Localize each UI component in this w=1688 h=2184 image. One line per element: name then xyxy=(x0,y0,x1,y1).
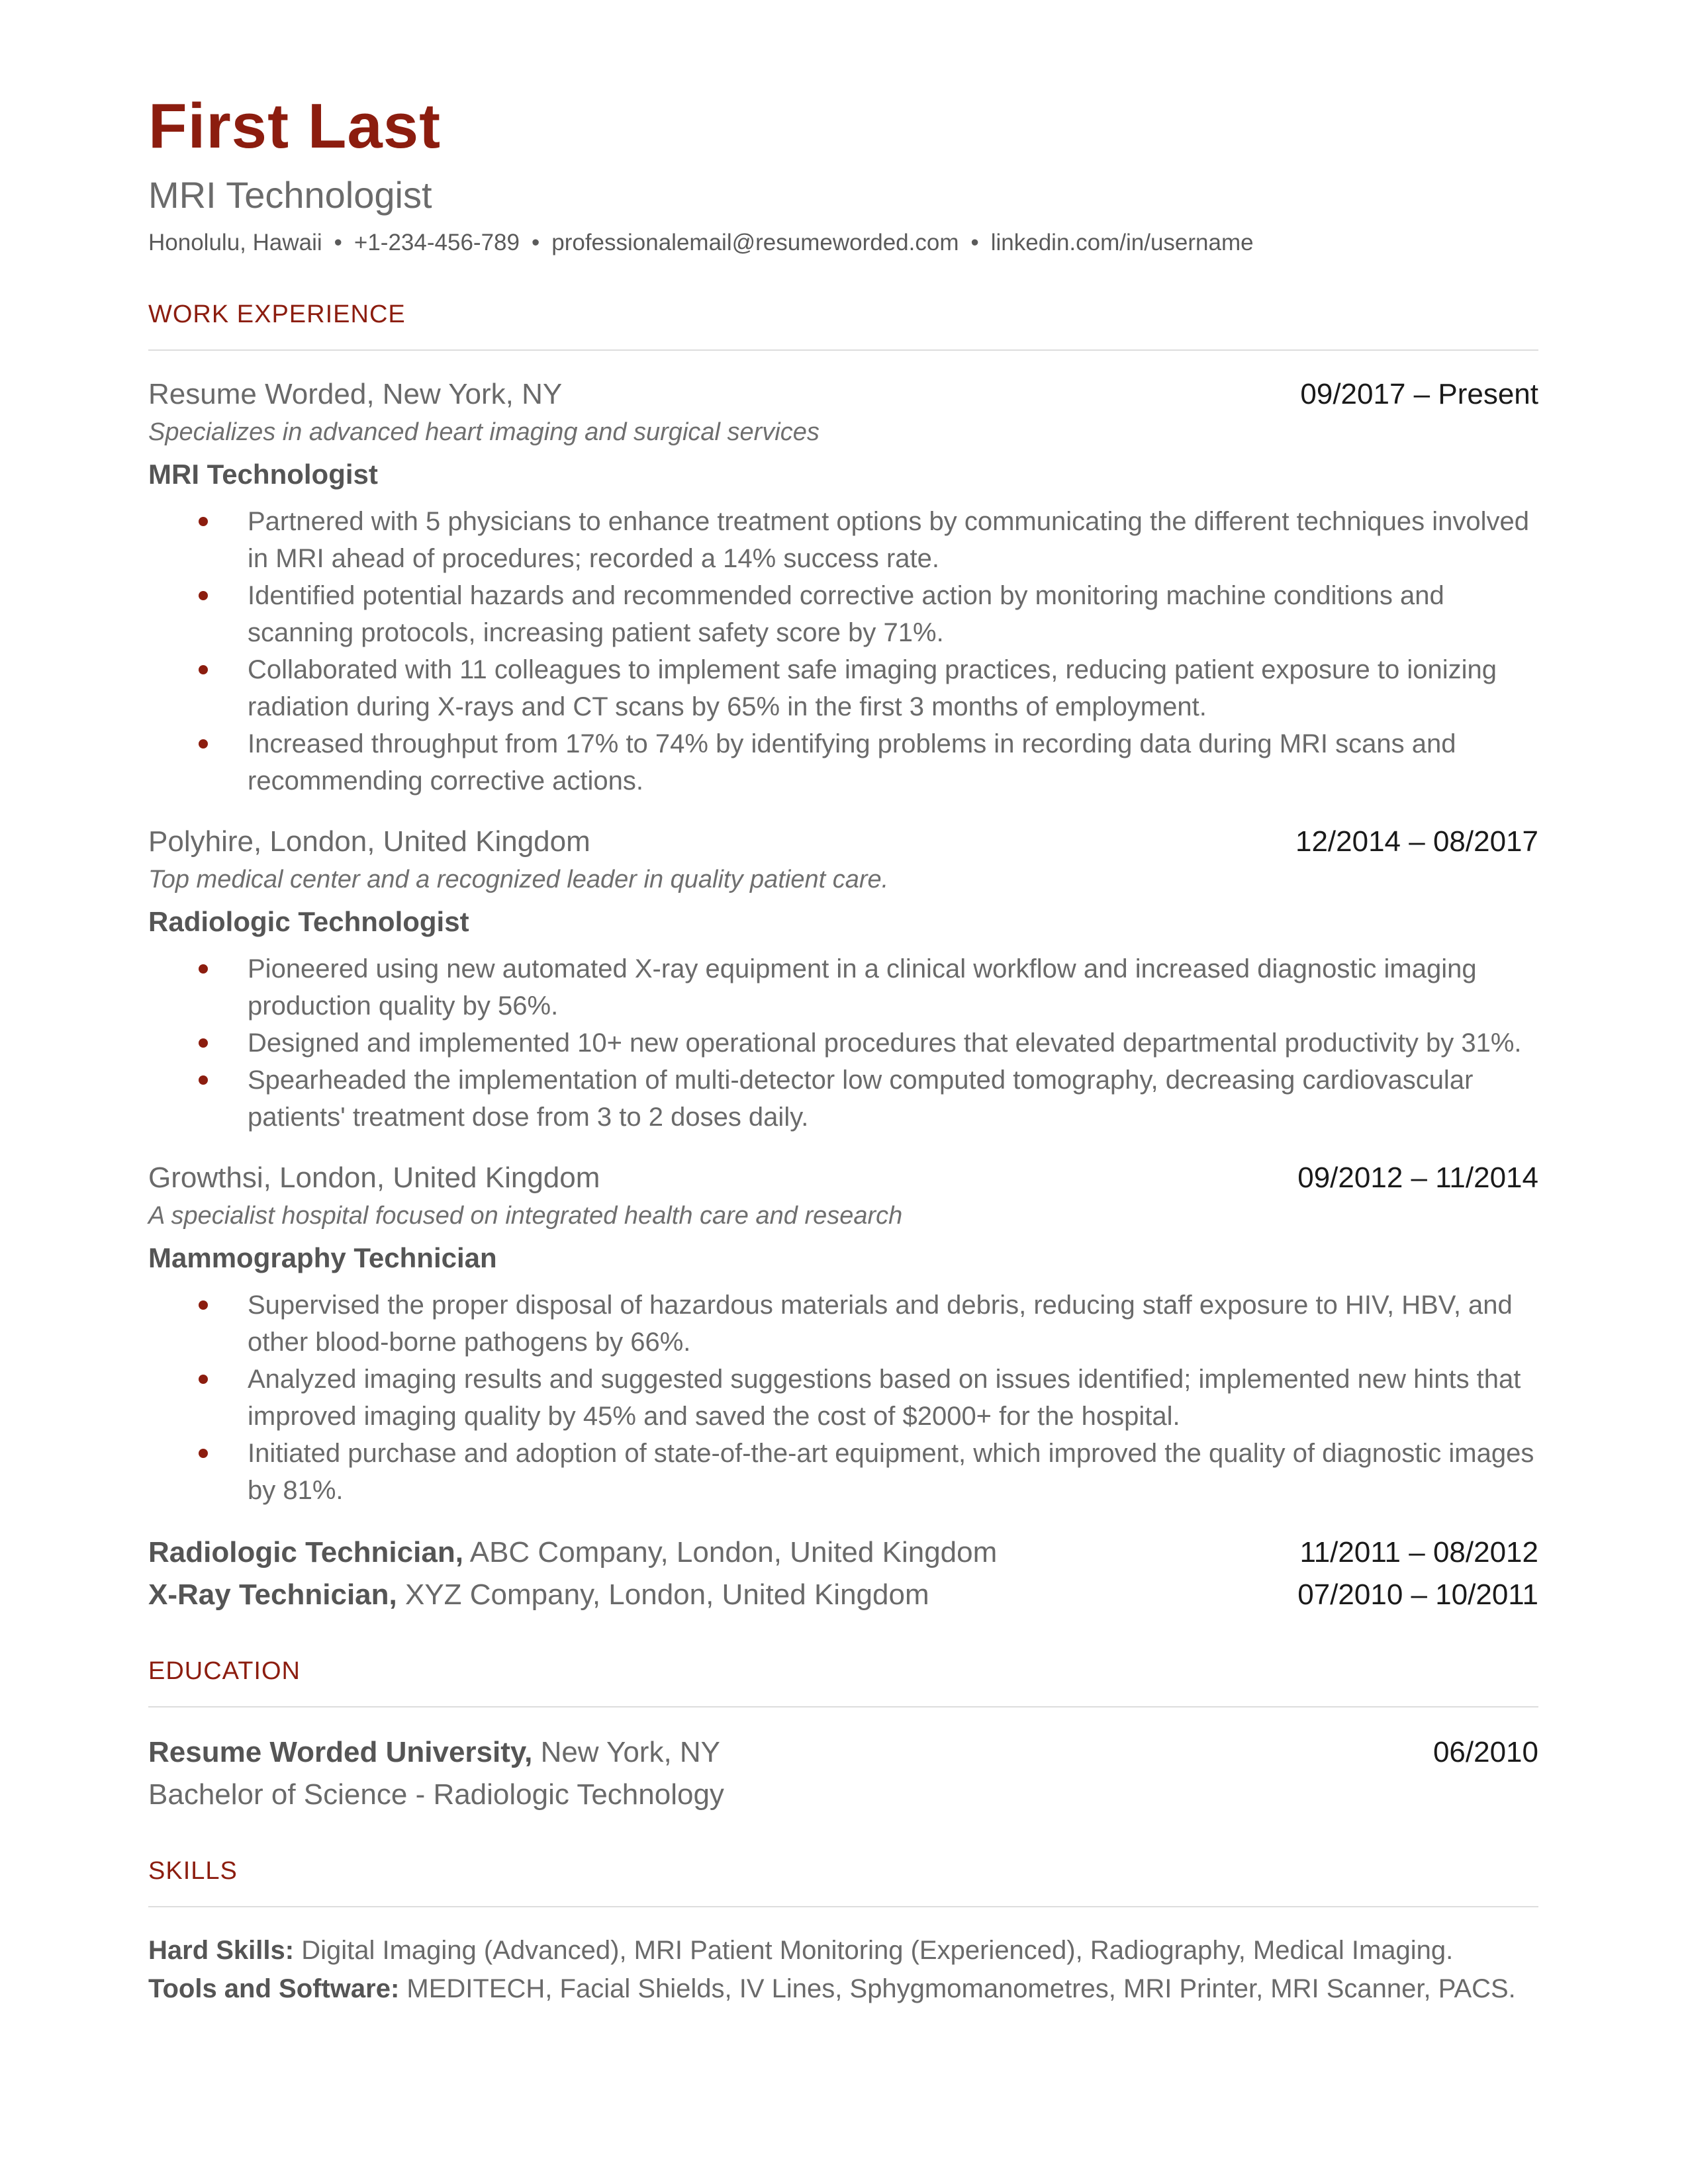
contact-separator: • xyxy=(531,230,540,255)
bullet-text: Partnered with 5 physicians to enhance treatment options by communicating the different techniques involved in MRI ahead of procedures; recorded a 14% success rate. xyxy=(248,507,1529,573)
brief-job-company: XYZ Company, London, United Kingdom xyxy=(404,1578,929,1611)
job-dates: 09/2012 – 11/2014 xyxy=(1297,1161,1538,1194)
bullet-item xyxy=(148,1062,1538,1136)
resume-content xyxy=(148,83,1538,2008)
contact-email: professionalemail@resumeworded.com xyxy=(551,230,959,255)
brief-job-row xyxy=(148,1531,1538,1574)
bullet-item xyxy=(148,651,1538,725)
bullet-item xyxy=(148,577,1538,651)
job-header xyxy=(148,1158,1538,1198)
bullet-item xyxy=(148,1024,1538,1062)
bullet-dot-icon xyxy=(199,1375,208,1384)
job-company: Resume Worded, New York, NY xyxy=(148,378,563,410)
education-section xyxy=(148,1731,1538,1816)
contact-location: Honolulu, Hawaii xyxy=(148,230,322,255)
job-entry xyxy=(148,822,1538,1136)
job-company: Polyhire, London, United Kingdom xyxy=(148,825,590,858)
job-entry xyxy=(148,375,1538,799)
bullet-dot-icon xyxy=(199,517,208,526)
hard-skills-line xyxy=(148,1931,1538,1970)
brief-job-dates: 07/2010 – 10/2011 xyxy=(1297,1578,1538,1611)
education-date: 06/2010 xyxy=(1432,1736,1538,1768)
education-heading: EDUCATION xyxy=(148,1655,1538,1707)
bullet-item xyxy=(148,1435,1538,1509)
bullet-text: Initiated purchase and adoption of state-of-the-art equipment, which improved the quality of diagnostic images by 81%. xyxy=(248,1439,1534,1505)
bullet-text: Collaborated with 11 colleagues to implement safe imaging practices, reducing patient exposure to ionizing radiation during X-rays and CT scans by 65% in the first 3 months of employment. xyxy=(248,655,1497,721)
contact-line xyxy=(148,226,1538,259)
hard-skills-value: Digital Imaging (Advanced), MRI Patient Monitoring (Experienced), Radiography, Medical Imaging. xyxy=(301,1936,1454,1965)
job-dates: 12/2014 – 08/2017 xyxy=(1295,825,1538,858)
bullet-dot-icon xyxy=(199,591,208,600)
bullet-dot-icon xyxy=(199,739,208,749)
job-role: Mammography Technician xyxy=(148,1242,497,1273)
education-degree: Bachelor of Science - Radiologic Technology xyxy=(148,1778,724,1811)
education-school-line xyxy=(148,1731,720,1774)
resume-header xyxy=(148,83,1538,259)
work-experience-heading: WORK EXPERIENCE xyxy=(148,298,1538,351)
bullet-dot-icon xyxy=(199,964,208,974)
hard-skills-label: Hard Skills: xyxy=(148,1936,295,1965)
bullet-text: Supervised the proper disposal of hazardous materials and debris, reducing staff exposure to HIV, HBV, and other blood-borne pathogens by 66%. xyxy=(248,1291,1513,1357)
job-entry xyxy=(148,1158,1538,1509)
bullet-text: Designed and implemented 10+ new operational procedures that elevated departmental productivity by 31%. xyxy=(248,1028,1522,1058)
brief-job xyxy=(148,1531,997,1574)
job-role: MRI Technologist xyxy=(148,459,378,490)
bullet-dot-icon xyxy=(199,1075,208,1085)
contact-phone: +1-234-456-789 xyxy=(353,230,520,255)
tools-line xyxy=(148,1970,1538,2008)
brief-job-row xyxy=(148,1574,1538,1616)
bullet-item xyxy=(148,1361,1538,1435)
contact-separator: • xyxy=(970,230,979,255)
bullet-text: Identified potential hazards and recommended corrective action by monitoring machine conditions and scanning protocols, increasing patient safety score by 71%. xyxy=(248,581,1444,647)
bullet-item xyxy=(148,950,1538,1024)
brief-job-company: ABC Company, London, United Kingdom xyxy=(469,1536,998,1569)
brief-job-role: X-Ray Technician, xyxy=(148,1578,397,1611)
job-description: Top medical center and a recognized leader in quality patient care. xyxy=(148,866,889,893)
job-description: A specialist hospital focused on integrated health care and research xyxy=(148,1202,903,1230)
job-header xyxy=(148,822,1538,862)
contact-separator: • xyxy=(334,230,342,255)
education-row xyxy=(148,1731,1538,1774)
bullet-dot-icon xyxy=(199,1300,208,1310)
bullet-item xyxy=(148,1287,1538,1361)
education-location: New York, NY xyxy=(540,1736,721,1768)
job-header xyxy=(148,375,1538,414)
brief-job xyxy=(148,1574,929,1616)
job-bullets xyxy=(148,950,1538,1136)
brief-job-dates: 11/2011 – 08/2012 xyxy=(1299,1536,1538,1569)
skills-section xyxy=(148,1931,1538,2008)
job-bullets xyxy=(148,503,1538,799)
bullet-dot-icon xyxy=(199,1038,208,1048)
job-role: Radiologic Technologist xyxy=(148,906,469,937)
tools-label: Tools and Software: xyxy=(148,1974,400,2003)
bullet-text: Pioneered using new automated X-ray equipment in a clinical workflow and increased diagnostic imaging production quality by 56%. xyxy=(248,954,1477,1021)
contact-linkedin: linkedin.com/in/username xyxy=(990,230,1254,255)
skills-heading: SKILLS xyxy=(148,1854,1538,1907)
brief-job-role: Radiologic Technician, xyxy=(148,1536,463,1569)
bullet-text: Increased throughput from 17% to 74% by identifying problems in recording data during MRI scans and recommending corrective actions. xyxy=(248,729,1456,796)
bullet-item xyxy=(148,725,1538,799)
job-dates: 09/2017 – Present xyxy=(1300,378,1538,410)
bullet-text: Analyzed imaging results and suggested suggestions based on issues identified; implemented new hints that improved imaging quality by 45% and saved the cost of $2000+ for the hospital. xyxy=(248,1365,1521,1431)
bullet-dot-icon xyxy=(199,665,208,674)
job-description: Specializes in advanced heart imaging and surgical services xyxy=(148,418,820,446)
job-company: Growthsi, London, United Kingdom xyxy=(148,1161,600,1194)
work-experience-section xyxy=(148,375,1538,1616)
candidate-title: MRI Technologist xyxy=(148,174,432,216)
candidate-name: First Last xyxy=(148,91,442,161)
bullet-dot-icon xyxy=(199,1449,208,1458)
education-school: Resume Worded University, xyxy=(148,1736,533,1768)
bullet-text: Spearheaded the implementation of multi-detector low computed tomography, decreasing cardiovascular patients' treatment dose from 3 to 2 doses daily. xyxy=(248,1066,1474,1132)
bullet-item xyxy=(148,503,1538,577)
job-bullets xyxy=(148,1287,1538,1509)
tools-value: MEDITECH, Facial Shields, IV Lines, Sphygmomanometres, MRI Printer, MRI Scanner, PACS. xyxy=(406,1974,1516,2003)
